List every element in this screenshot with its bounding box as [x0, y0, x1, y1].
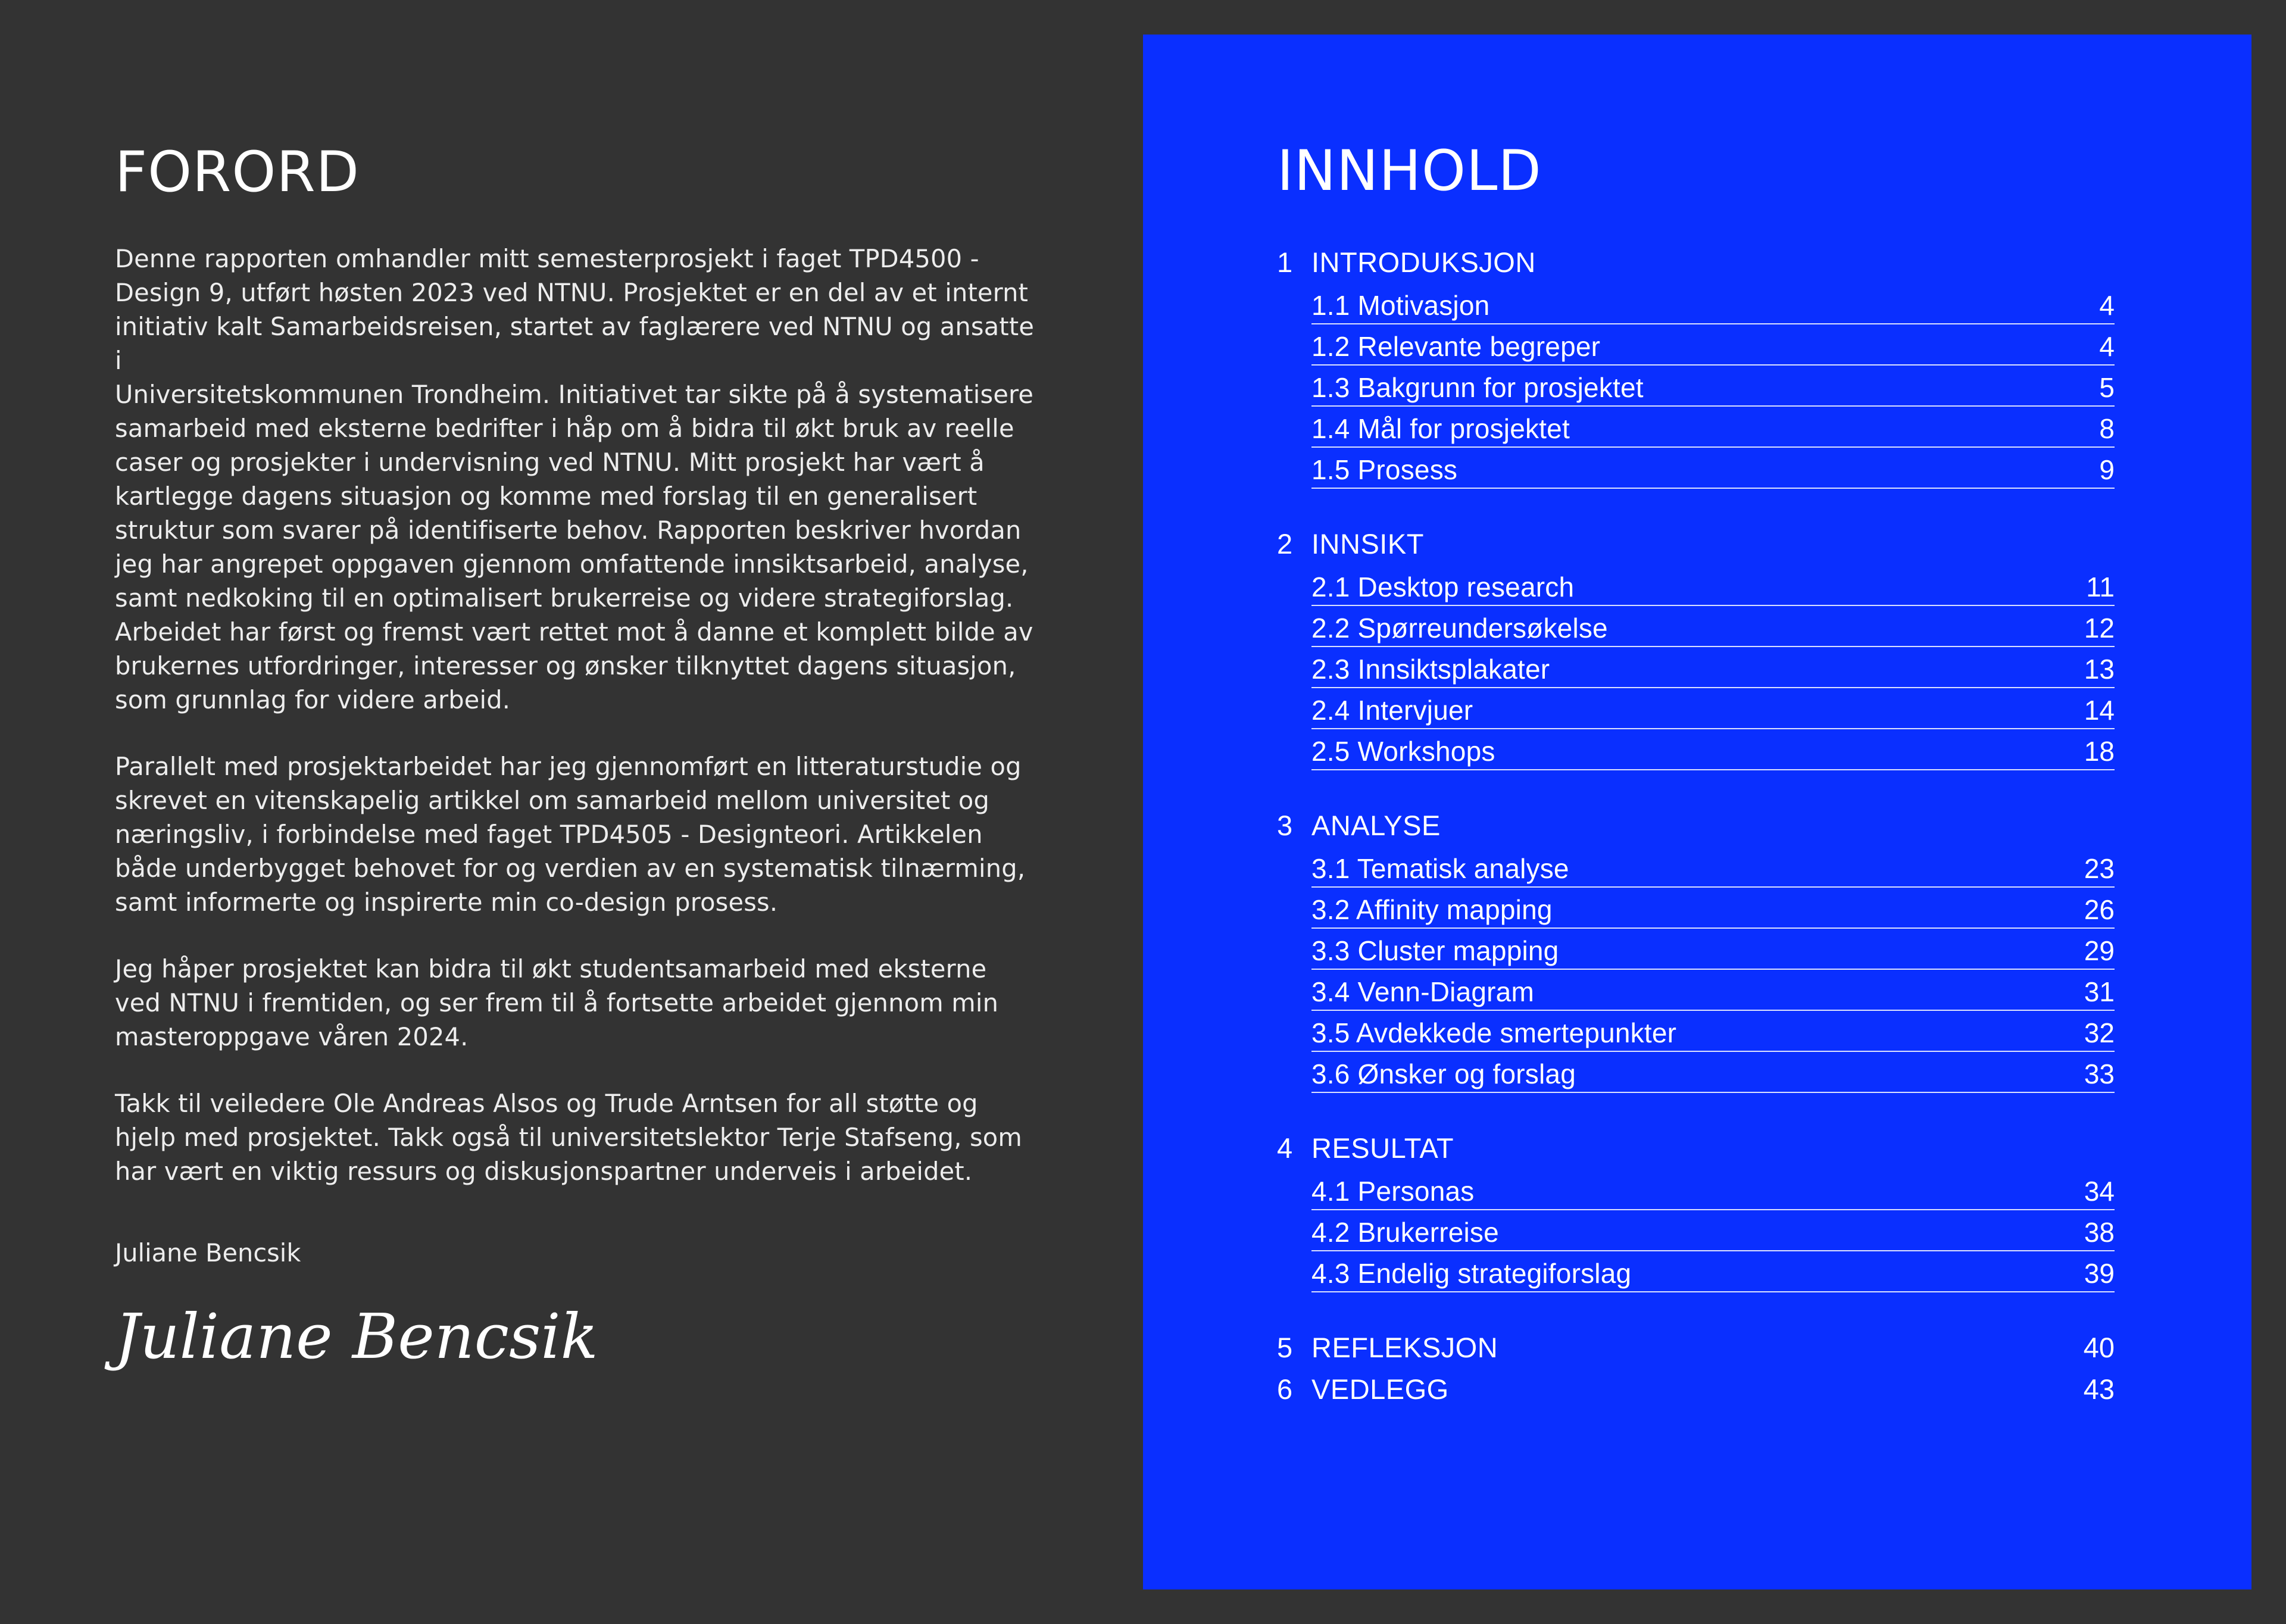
toc-section-number: 3 — [1277, 810, 1293, 841]
toc-entry-page: 8 — [2099, 413, 2115, 444]
toc-entry[interactable] — [1311, 729, 2115, 770]
toc-entry[interactable] — [1311, 1011, 2115, 1052]
toc-entry-label: 4.3 Endelig strategiforslag — [1311, 1258, 1632, 1289]
toc-section — [1277, 805, 2115, 1093]
toc-entry-label: 3.1 Tematisk analyse — [1311, 853, 1569, 884]
foreword-paragraph: Takk til veiledere Ole Andreas Alsos og Trude Arntsen for all støtte og hjelp med prosjektet. Takk også til universitetslektor Terje Stafseng, som har vært en viktig ressurs og diskusjonspartner underveis i arbeidet. — [115, 1089, 1023, 1186]
foreword-paragraph: Denne rapporten omhandler mitt semesterprosjekt i faget TPD4500 - Design 9, utført høsten 2023 ved NTNU. Prosjektet er en del av et internt initiativ kalt Samarbeidsreisen, startet av faglærere ved NTNU og ansatte i Universitetskommunen Trondheim. Initiativet tar sikte på å systematisere samarbeid med eksterne bedrifter i håp om å bidra til økt bruk av reelle caser og prosjekter i undervisning ved NTNU. Mitt prosjekt har vært å kartlegge dagens situasjon og komme med forslag til en generalisert struktur som svarer på identifiserte behov. Rapporten beskriver hvordan jeg har angrepet oppgaven gjennom omfattende innsiktsarbeid, analyse, samt nedkoking til en optimalisert brukerreise og videre strategiforslag. Arbeidet har først og fremst vært rettet mot å danne et komplett bilde av brukernes utfordringer, interesser og ønsker tilknyttet dagens situasjon, som grunnlag for videre arbeid. — [115, 244, 1035, 714]
toc-entry-page: 34 — [2084, 1176, 2115, 1207]
toc-entry[interactable] — [1311, 366, 2115, 407]
signature — [115, 1292, 598, 1382]
toc-entry[interactable] — [1311, 407, 2115, 448]
toc-entry[interactable] — [1311, 1210, 2115, 1251]
toc-section-number: 1 — [1277, 246, 1293, 278]
toc-entry-page: 29 — [2084, 935, 2115, 966]
toc-entry-label: 3.5 Avdekkede smertepunkter — [1311, 1017, 1677, 1048]
toc-entry-page: 31 — [2084, 976, 2115, 1007]
toc-entry-list — [1311, 847, 2115, 1093]
toc-entry-page: 13 — [2084, 654, 2115, 685]
toc-entry-list — [1311, 283, 2115, 489]
toc-entry-page: 23 — [2084, 853, 2115, 884]
toc-section-number: 4 — [1277, 1132, 1293, 1164]
toc-entry-page: 26 — [2084, 894, 2115, 925]
toc-section-heading[interactable] — [1277, 523, 2115, 565]
toc-section-title: INNSIKT — [1311, 528, 1424, 560]
toc-entry[interactable] — [1311, 283, 2115, 324]
toc-section — [1277, 1369, 2115, 1410]
toc-entry-label: 3.6 Ønsker og forslag — [1311, 1058, 1576, 1089]
toc-entry-list — [1311, 1169, 2115, 1292]
toc-entry-page: 4 — [2099, 290, 2115, 321]
toc-section — [1277, 523, 2115, 770]
toc-entry-label: 3.2 Affinity mapping — [1311, 894, 1553, 925]
toc-entry[interactable] — [1311, 888, 2115, 929]
toc-entry-page: 18 — [2084, 736, 2115, 767]
toc-section-heading[interactable] — [1277, 1369, 2115, 1410]
toc-entry-label: 1.3 Bakgrunn for prosjektet — [1311, 372, 1644, 403]
toc-entry-page: 9 — [2099, 454, 2115, 485]
toc-entry-label: 1.2 Relevante begreper — [1311, 331, 1601, 362]
toc-entry[interactable] — [1311, 847, 2115, 888]
toc-entry[interactable] — [1311, 1052, 2115, 1093]
toc-entry-label: 1.5 Prosess — [1311, 454, 1458, 485]
toc-entry[interactable] — [1311, 970, 2115, 1011]
toc-entry-page: 38 — [2084, 1217, 2115, 1248]
toc-entry[interactable] — [1311, 1169, 2115, 1210]
toc-entry-label: 1.1 Motivasjon — [1311, 290, 1490, 321]
toc-entry-page: 11 — [2086, 571, 2115, 602]
toc-entry-label: 2.1 Desktop research — [1311, 571, 1575, 602]
toc-entry-label: 4.2 Brukerreise — [1311, 1217, 1499, 1248]
toc-section-heading[interactable] — [1277, 1128, 2115, 1169]
toc-entry[interactable] — [1311, 606, 2115, 647]
toc-section — [1277, 1327, 2115, 1369]
foreword-title: FORORD — [115, 140, 360, 205]
toc-section-title: REFLEKSJON — [1311, 1332, 1498, 1363]
toc-entry-list — [1311, 565, 2115, 770]
toc-title: INNHOLD — [1277, 139, 1542, 204]
toc-entry[interactable] — [1311, 929, 2115, 970]
toc-entry[interactable] — [1311, 324, 2115, 366]
toc-entry-label: 2.2 Spørreundersøkelse — [1311, 613, 1608, 644]
foreword-body — [115, 242, 1044, 1188]
toc-section-page: 43 — [2083, 1373, 2115, 1405]
toc-entry-page: 33 — [2084, 1058, 2115, 1089]
toc-section-heading[interactable] — [1277, 1327, 2115, 1369]
toc-list — [1277, 242, 2115, 1410]
toc-section-title: INTRODUKSJON — [1311, 246, 1536, 278]
toc-entry[interactable] — [1311, 1251, 2115, 1292]
toc-entry-label: 3.3 Cluster mapping — [1311, 935, 1559, 966]
signature-text: Juliane Bencsik — [115, 1300, 598, 1373]
toc-entry-label: 1.4 Mål for prosjektet — [1311, 413, 1570, 444]
toc-entry[interactable] — [1311, 688, 2115, 729]
toc-entry-page: 4 — [2099, 331, 2115, 362]
toc-section-number: 5 — [1277, 1332, 1293, 1363]
toc-entry[interactable] — [1311, 565, 2115, 606]
foreword-paragraph: Parallelt med prosjektarbeidet har jeg gjennomført en litteraturstudie og skrevet en vitenskapelig artikkel om samarbeid mellom universitet og næringsliv, i forbindelse med faget TPD4505 - Designteori. Artikkelen både underbygget behovet for og verdien av en systematisk tilnærming, samt informerte og inspirerte min co-design prosess. — [115, 752, 1026, 917]
toc-section-page: 40 — [2083, 1332, 2115, 1363]
toc-section-title: ANALYSE — [1311, 810, 1441, 841]
toc-entry-page: 5 — [2099, 372, 2115, 403]
toc-section-heading[interactable] — [1277, 805, 2115, 847]
toc-entry-label: 4.1 Personas — [1311, 1176, 1475, 1207]
toc-entry-label: 2.3 Innsiktsplakater — [1311, 654, 1550, 685]
toc-entry-label: 2.5 Workshops — [1311, 736, 1495, 767]
toc-entry[interactable] — [1311, 647, 2115, 688]
toc-section-heading[interactable] — [1277, 242, 2115, 283]
toc-entry-label: 2.4 Intervjuer — [1311, 695, 1473, 726]
table-of-contents-page — [1143, 35, 2251, 1589]
toc-section-number: 6 — [1277, 1373, 1293, 1405]
toc-section — [1277, 1128, 2115, 1292]
toc-section-number: 2 — [1277, 528, 1293, 560]
toc-entry-page: 39 — [2084, 1258, 2115, 1289]
toc-entry-label: 3.4 Venn-Diagram — [1311, 976, 1534, 1007]
toc-section — [1277, 242, 2115, 489]
foreword-paragraph: Jeg håper prosjektet kan bidra til økt studentsamarbeid med eksterne ved NTNU i fremtiden, og ser frem til å fortsette arbeidet gjennom min masteroppgave våren 2024. — [115, 954, 999, 1051]
foreword-page — [115, 137, 1044, 1382]
toc-entry[interactable] — [1311, 448, 2115, 489]
toc-section-title: VEDLEGG — [1311, 1373, 1449, 1405]
toc-entry-page: 32 — [2084, 1017, 2115, 1048]
author-name: Juliane Bencsik — [115, 1238, 301, 1267]
toc-entry-page: 12 — [2084, 613, 2115, 644]
toc-section-title: RESULTAT — [1311, 1132, 1454, 1164]
toc-entry-page: 14 — [2084, 695, 2115, 726]
